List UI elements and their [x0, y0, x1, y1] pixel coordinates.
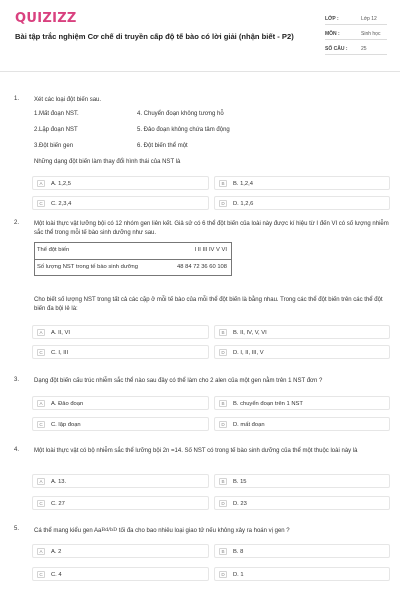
- question-text: Một loài thực vật có bộ nhiễm sắc thể lưỡng bội 2n =14. Số NST có trong tế bào sinh dưỡng của thể một thuộc loài này là: [34, 448, 358, 454]
- option-letter: B: [219, 180, 227, 187]
- question-prompt: Những dạng đột biến làm thay đổi hình thái của NST là: [34, 159, 181, 165]
- option-text: B. 1,2,4: [233, 180, 253, 187]
- question-number: 3.: [14, 377, 20, 383]
- option-text: D. 1,2,6: [233, 200, 254, 207]
- meta-grade-value: Lớp 12: [361, 16, 377, 22]
- mutation-list-item: 4. Chuyển đoạn không tương hỗ: [137, 111, 224, 117]
- option-letter: D: [219, 571, 227, 578]
- meta-grade-label: LỚP :: [325, 16, 339, 22]
- option-text: A. II, VI: [51, 329, 71, 336]
- question-text: [34, 526, 390, 536]
- option-letter: D: [219, 500, 227, 507]
- mutation-list-item: 5. Đảo đoạn không chứa tâm động: [137, 127, 230, 133]
- worksheet-header: [0, 0, 400, 72]
- option-b[interactable]: [214, 325, 390, 339]
- option-b[interactable]: [214, 474, 390, 488]
- genotype-fraction: Bd/bD: [101, 527, 118, 533]
- meta-count-label: SỐ CÂU :: [325, 46, 348, 52]
- meta-subject-label: MÔN :: [325, 31, 340, 37]
- option-text: C. lặp đoạn: [51, 421, 81, 428]
- question-text-end: tối đa cho bao nhiêu loại giao tử nếu không xảy ra hoán vị gen ?: [117, 528, 290, 534]
- option-a[interactable]: [32, 396, 209, 410]
- option-d[interactable]: [214, 345, 390, 359]
- option-text: D. 23: [233, 500, 247, 507]
- option-a[interactable]: [32, 176, 209, 190]
- option-letter: C: [37, 571, 45, 578]
- option-text: B. II, IV, V, VI: [233, 329, 267, 336]
- option-d[interactable]: [214, 496, 390, 510]
- meta-grade: [325, 14, 387, 25]
- option-letter: C: [37, 200, 45, 207]
- option-text: C. 27: [51, 500, 65, 507]
- option-c[interactable]: [32, 345, 209, 359]
- option-b[interactable]: [214, 544, 390, 558]
- option-letter: A: [37, 400, 45, 407]
- question-text: Một loài thực vật lưỡng bội có 12 nhóm gen liên kết. Giả sử có 6 thể đột biến của loài này được kí hiệu từ I đến VI có số lượng nhiễm sắc thể trong mỗi tế bào sinh dưỡng như sau.: [34, 221, 389, 236]
- question-number: 5.: [14, 526, 20, 532]
- question-text-start: Cá thể mang kiểu gen Aa: [34, 528, 102, 534]
- option-letter: A: [37, 180, 45, 187]
- option-d[interactable]: [214, 417, 390, 431]
- option-letter: C: [37, 421, 45, 428]
- option-a[interactable]: [32, 474, 209, 488]
- option-text: C. 2,3,4: [51, 200, 72, 207]
- meta-subject: [325, 29, 387, 40]
- option-b[interactable]: [214, 396, 390, 410]
- mutation-list-item: 1.Mất đoạn NST.: [34, 111, 79, 117]
- table-cell: Thể đột biến: [37, 247, 70, 253]
- mutation-list-item: 2.Lặp đoạn NST: [34, 127, 78, 133]
- mutation-list-item: 3.Đột biến gen: [34, 143, 74, 149]
- option-letter: A: [37, 478, 45, 485]
- option-text: B. 15: [233, 478, 247, 485]
- mutant-table: [34, 242, 232, 276]
- worksheet-title: Bài tập trắc nghiệm Cơ chế di truyền cấp độ tế bào có lời giải (nhận biết - P2): [15, 32, 294, 41]
- option-text: D. 1: [233, 571, 244, 578]
- quizizz-logo: QUIZIZZ: [15, 11, 77, 26]
- mutation-list-item: 6. Đột biến thể một: [137, 143, 188, 149]
- option-letter: B: [219, 329, 227, 336]
- table-cell: Số lượng NST trong tế bào sinh dưỡng: [37, 264, 138, 270]
- option-text: A. 2: [51, 548, 62, 555]
- option-text: A. 13.: [51, 478, 67, 485]
- option-a[interactable]: [32, 544, 209, 558]
- option-c[interactable]: [32, 496, 209, 510]
- option-c[interactable]: [32, 196, 209, 210]
- option-letter: B: [219, 400, 227, 407]
- option-text: C. 4: [51, 571, 62, 578]
- option-c[interactable]: [32, 417, 209, 431]
- meta-subject-value: Sinh học: [361, 31, 381, 37]
- option-text: D. I, II, III, V: [233, 349, 264, 356]
- table-row: [35, 243, 231, 259]
- option-text: D. mất đoạn: [233, 421, 265, 428]
- option-letter: C: [37, 349, 45, 356]
- option-letter: C: [37, 500, 45, 507]
- question-prompt: Cho biết số lượng NST trong tất cả các cặp ở mỗi tế bào của mỗi thể đột biến là bằng nhau. Trong các thể đột biến trên các thể đột biến đa bội lẻ là:: [34, 297, 383, 312]
- option-text: A. 1,2,5: [51, 180, 71, 187]
- question-text: Dạng đột biến cấu trúc nhiễm sắc thể nào sau đây có thể làm cho 2 alen của một gen nằm trên 1 NST đơn ?: [34, 378, 323, 384]
- question-number: 1.: [14, 96, 20, 102]
- option-letter: D: [219, 349, 227, 356]
- table-cell: I II III IV V VI: [194, 247, 227, 253]
- option-text: B. 8: [233, 548, 244, 555]
- question-text: Xét các loại đột biến sau.: [34, 97, 102, 103]
- option-a[interactable]: [32, 325, 209, 339]
- option-letter: B: [219, 548, 227, 555]
- option-letter: A: [37, 548, 45, 555]
- option-b[interactable]: [214, 176, 390, 190]
- question-number: 2.: [14, 220, 20, 226]
- question-number: 4.: [14, 447, 20, 453]
- option-text: A. Đảo đoạn: [51, 400, 84, 407]
- option-text: C. I, III: [51, 349, 69, 356]
- option-letter: D: [219, 200, 227, 207]
- option-c[interactable]: [32, 567, 209, 581]
- option-letter: A: [37, 329, 45, 336]
- option-letter: D: [219, 421, 227, 428]
- option-text: B. chuyển đoạn trên 1 NST: [233, 400, 303, 407]
- meta-count: [325, 44, 387, 55]
- table-row: [35, 259, 231, 275]
- meta-count-value: 25: [361, 46, 367, 52]
- table-cell: 48 84 72 36 60 108: [177, 264, 227, 270]
- option-letter: B: [219, 478, 227, 485]
- option-d[interactable]: [214, 567, 390, 581]
- option-d[interactable]: [214, 196, 390, 210]
